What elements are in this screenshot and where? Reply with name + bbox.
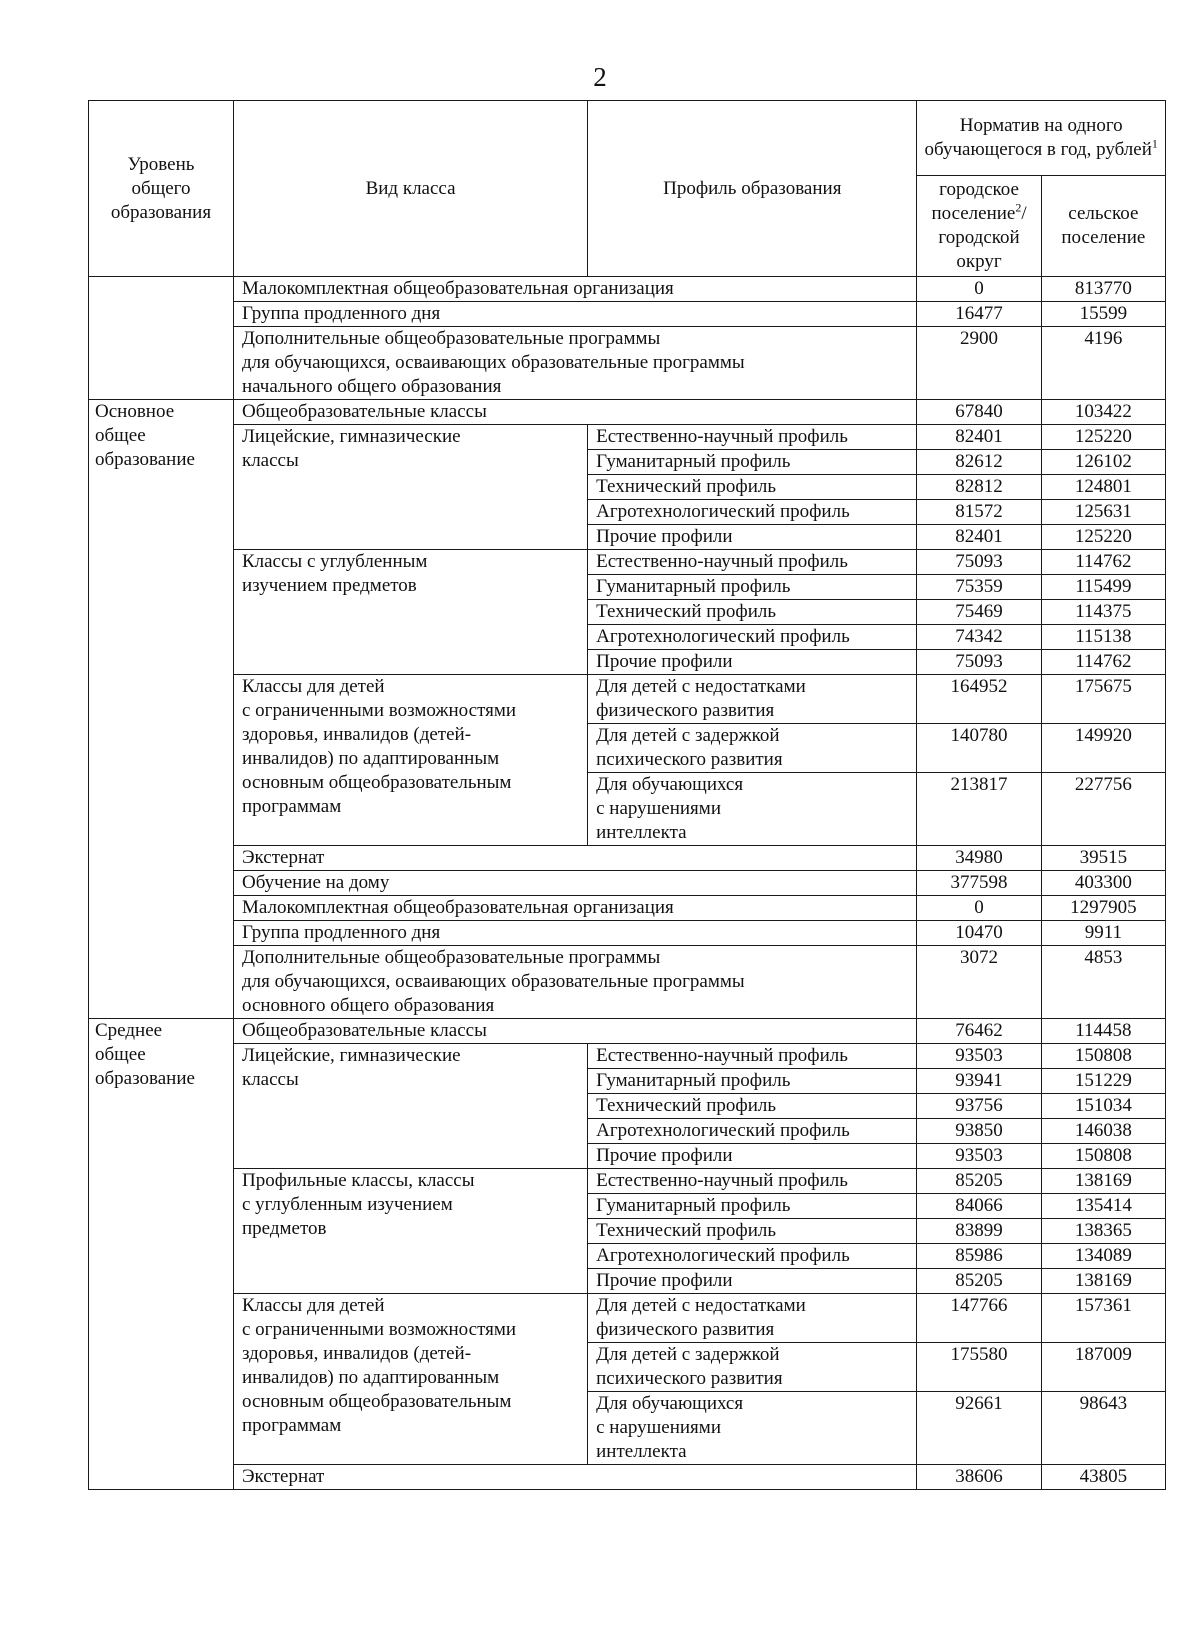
value-rural: 175675 — [1041, 675, 1165, 724]
value-urban: 0 — [917, 896, 1041, 921]
table-row — [89, 675, 1166, 724]
value-urban: 0 — [917, 277, 1041, 302]
value-rural: 151034 — [1041, 1094, 1165, 1119]
class-type-lyceum: Лицейские, гимназические классы — [233, 1044, 587, 1169]
table-row — [89, 277, 1166, 302]
value-rural: 103422 — [1041, 400, 1165, 425]
value-rural: 138169 — [1041, 1169, 1165, 1194]
value-rural: 146038 — [1041, 1119, 1165, 1144]
row-label: Экстернат — [233, 846, 916, 871]
value-rural: 151229 — [1041, 1069, 1165, 1094]
value-urban: 2900 — [917, 327, 1041, 400]
value-urban: 75093 — [917, 650, 1041, 675]
value-urban: 38606 — [917, 1465, 1041, 1490]
profile-cell: Для детей с недостатками физического развития — [588, 1294, 917, 1343]
profile-cell: Естественно-научный профиль — [588, 550, 917, 575]
profile-cell: Технический профиль — [588, 475, 917, 500]
class-type-lyceum: Лицейские, гимназические классы — [233, 425, 587, 550]
value-rural: 157361 — [1041, 1294, 1165, 1343]
value-rural: 138169 — [1041, 1269, 1165, 1294]
value-rural: 138365 — [1041, 1219, 1165, 1244]
table-row — [89, 1169, 1166, 1194]
level-primary-cell — [89, 277, 234, 400]
profile-cell: Агротехнологический профиль — [588, 1244, 917, 1269]
value-rural: 150808 — [1041, 1044, 1165, 1069]
row-label: Общеобразовательные классы — [233, 1019, 916, 1044]
table-row — [89, 896, 1166, 921]
value-rural: 4196 — [1041, 327, 1165, 400]
profile-cell: Для детей с недостатками физического развития — [588, 675, 917, 724]
value-rural: 187009 — [1041, 1343, 1165, 1392]
value-urban: 76462 — [917, 1019, 1041, 1044]
row-label: Дополнительные общеобразовательные программы для обучающихся, осваивающих образовательные программы основного общего образования — [233, 946, 916, 1019]
value-rural: 125220 — [1041, 425, 1165, 450]
value-rural: 115499 — [1041, 575, 1165, 600]
value-urban: 85205 — [917, 1269, 1041, 1294]
header-urban-tail: / городской округ — [938, 203, 1027, 272]
value-rural: 125220 — [1041, 525, 1165, 550]
value-urban: 10470 — [917, 921, 1041, 946]
value-rural: 115138 — [1041, 625, 1165, 650]
value-urban: 81572 — [917, 500, 1041, 525]
table-row — [89, 425, 1166, 450]
class-type-advanced: Классы с углубленным изучением предметов — [233, 550, 587, 675]
class-type-special: Классы для детей с ограниченными возможностями здоровья, инвалидов (детей- инвалидов) по адаптированным основным общеобразовательным программам — [233, 675, 587, 846]
profile-cell: Гуманитарный профиль — [588, 1069, 917, 1094]
value-rural: 149920 — [1041, 724, 1165, 773]
value-rural: 4853 — [1041, 946, 1165, 1019]
class-type-profiled: Профильные классы, классы с углубленным изучением предметов — [233, 1169, 587, 1294]
profile-cell: Прочие профили — [588, 650, 917, 675]
value-urban: 3072 — [917, 946, 1041, 1019]
value-urban: 92661 — [917, 1392, 1041, 1465]
profile-cell: Прочие профили — [588, 525, 917, 550]
profile-cell: Для обучающихся с нарушениями интеллекта — [588, 1392, 917, 1465]
value-urban: 140780 — [917, 724, 1041, 773]
value-rural: 125631 — [1041, 500, 1165, 525]
value-urban: 164952 — [917, 675, 1041, 724]
value-urban: 85986 — [917, 1244, 1041, 1269]
row-label: Обучение на дому — [233, 871, 916, 896]
table-row — [89, 327, 1166, 400]
level-secondary: Среднее общее образование — [89, 1019, 234, 1490]
value-urban: 82401 — [917, 425, 1041, 450]
table-row — [89, 400, 1166, 425]
table-row — [89, 921, 1166, 946]
profile-cell: Прочие профили — [588, 1269, 917, 1294]
value-rural: 39515 — [1041, 846, 1165, 871]
value-rural: 98643 — [1041, 1392, 1165, 1465]
row-label: Группа продленного дня — [233, 302, 916, 327]
profile-cell: Технический профиль — [588, 1094, 917, 1119]
value-urban: 75469 — [917, 600, 1041, 625]
header-class-type: Вид класса — [233, 101, 587, 277]
table-row — [89, 302, 1166, 327]
value-rural: 135414 — [1041, 1194, 1165, 1219]
header-row — [89, 101, 1166, 176]
page-number: 2 — [593, 62, 607, 92]
profile-cell: Технический профиль — [588, 600, 917, 625]
value-urban: 84066 — [917, 1194, 1041, 1219]
value-urban: 93756 — [917, 1094, 1041, 1119]
profile-cell: Гуманитарный профиль — [588, 1194, 917, 1219]
profile-cell: Для детей с задержкой психического развития — [588, 1343, 917, 1392]
level-basic: Основное общее образование — [89, 400, 234, 1019]
value-urban: 377598 — [917, 871, 1041, 896]
value-urban: 83899 — [917, 1219, 1041, 1244]
value-urban: 16477 — [917, 302, 1041, 327]
header-norm-text: Норматив на одного обучающегося в год, рублей — [924, 115, 1152, 160]
profile-cell: Для обучающихся с нарушениями интеллекта — [588, 773, 917, 846]
profile-cell: Естественно-научный профиль — [588, 425, 917, 450]
value-rural: 150808 — [1041, 1144, 1165, 1169]
value-urban: 82401 — [917, 525, 1041, 550]
value-rural: 114762 — [1041, 550, 1165, 575]
table-row — [89, 1019, 1166, 1044]
header-profile: Профиль образования — [588, 101, 917, 277]
table-row — [89, 550, 1166, 575]
header-level: Уровень общего образования — [89, 101, 234, 277]
value-urban: 34980 — [917, 846, 1041, 871]
header-urban-text: городское поселение — [931, 179, 1019, 224]
row-label: Малокомплектная общеобразовательная организация — [233, 277, 916, 302]
table-row — [89, 871, 1166, 896]
value-urban: 75093 — [917, 550, 1041, 575]
funding-norms-table — [88, 100, 1166, 1490]
table-row — [89, 1044, 1166, 1069]
value-urban: 147766 — [917, 1294, 1041, 1343]
value-urban: 93503 — [917, 1044, 1041, 1069]
value-rural: 9911 — [1041, 921, 1165, 946]
value-rural: 227756 — [1041, 773, 1165, 846]
header-norm — [917, 101, 1166, 176]
value-urban: 82612 — [917, 450, 1041, 475]
table-row — [89, 1294, 1166, 1343]
profile-cell: Естественно-научный профиль — [588, 1169, 917, 1194]
value-urban: 93503 — [917, 1144, 1041, 1169]
table-row — [89, 1465, 1166, 1490]
row-label: Общеобразовательные классы — [233, 400, 916, 425]
header-rural: сельское поселение — [1041, 176, 1165, 277]
value-rural: 114458 — [1041, 1019, 1165, 1044]
profile-cell: Технический профиль — [588, 1219, 917, 1244]
value-urban: 67840 — [917, 400, 1041, 425]
value-urban: 175580 — [917, 1343, 1041, 1392]
header-urban — [917, 176, 1041, 277]
profile-cell: Агротехнологический профиль — [588, 1119, 917, 1144]
value-rural: 126102 — [1041, 450, 1165, 475]
value-urban: 93941 — [917, 1069, 1041, 1094]
value-rural: 114762 — [1041, 650, 1165, 675]
class-type-special: Классы для детей с ограниченными возможностями здоровья, инвалидов (детей- инвалидов) по адаптированным основным общеобразовательным программам — [233, 1294, 587, 1465]
table-row — [89, 846, 1166, 871]
profile-cell: Для детей с задержкой психического развития — [588, 724, 917, 773]
value-rural: 43805 — [1041, 1465, 1165, 1490]
row-label: Малокомплектная общеобразовательная организация — [233, 896, 916, 921]
value-rural: 813770 — [1041, 277, 1165, 302]
footnote-2: 2 — [1015, 200, 1022, 215]
value-urban: 82812 — [917, 475, 1041, 500]
value-urban: 74342 — [917, 625, 1041, 650]
profile-cell: Агротехнологический профиль — [588, 625, 917, 650]
row-label: Дополнительные общеобразовательные программы для обучающихся, осваивающих образовательные программы начального общего образования — [233, 327, 916, 400]
profile-cell: Гуманитарный профиль — [588, 450, 917, 475]
row-label: Группа продленного дня — [233, 921, 916, 946]
profile-cell: Агротехнологический профиль — [588, 500, 917, 525]
profile-cell: Гуманитарный профиль — [588, 575, 917, 600]
value-rural: 403300 — [1041, 871, 1165, 896]
row-label: Экстернат — [233, 1465, 916, 1490]
table-row — [89, 946, 1166, 1019]
value-rural: 114375 — [1041, 600, 1165, 625]
value-urban: 75359 — [917, 575, 1041, 600]
value-rural: 1297905 — [1041, 896, 1165, 921]
value-rural: 134089 — [1041, 1244, 1165, 1269]
value-urban: 93850 — [917, 1119, 1041, 1144]
value-rural: 124801 — [1041, 475, 1165, 500]
value-rural: 15599 — [1041, 302, 1165, 327]
profile-cell: Естественно-научный профиль — [588, 1044, 917, 1069]
value-urban: 85205 — [917, 1169, 1041, 1194]
profile-cell: Прочие профили — [588, 1144, 917, 1169]
value-urban: 213817 — [917, 773, 1041, 846]
footnote-1: 1 — [1151, 136, 1158, 151]
